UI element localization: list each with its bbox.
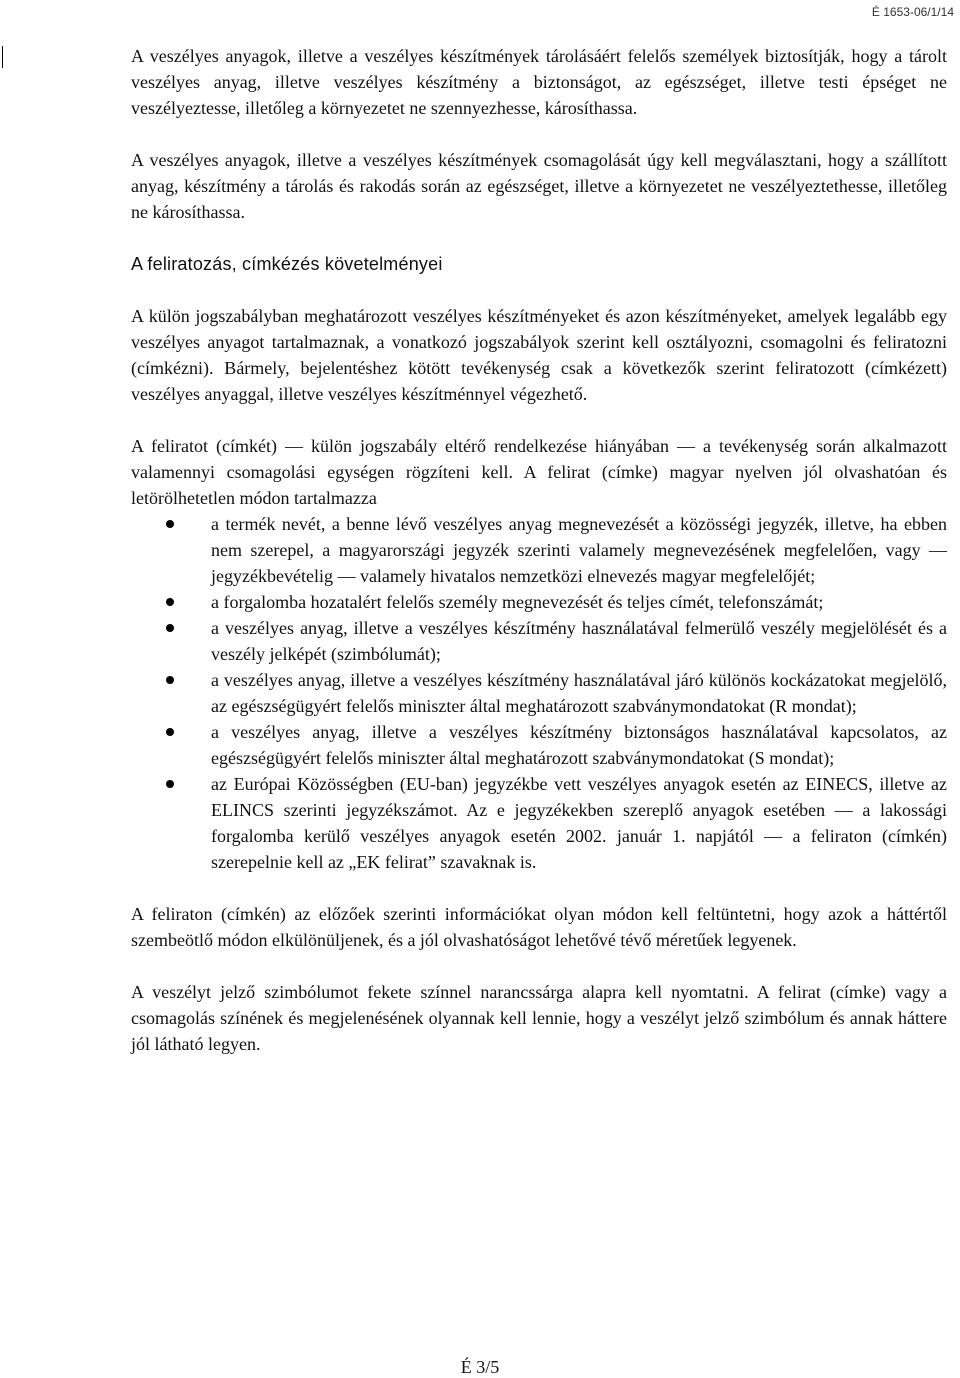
- margin-rule: [2, 46, 3, 68]
- paragraph-classification: A külön jogszabályban meghatározott veszélyes készítményeket és azon készítményeket, amelyek legalább egy veszélyes anyagot tartalmaznak, a vonatkozó jogszabályok szerint kell osztályozni, csomagolni és feliratozni (címkézni). Bármely, bejelentéshez kötött tevékenység csak a következők szerint feliratozott (címkézett) veszélyes anyaggal, illetve veszélyes készítménnyel végezhető.: [131, 306, 947, 404]
- bullet-icon: [166, 728, 174, 736]
- paragraph-label-visibility: A feliraton (címkén) az előzőek szerinti információkat olyan módon kell feltüntetni, hogy azok a háttértől szembeötlő módon elkülönüljenek, és a jól olvashatóságot lehetővé tévő méretűek legyenek.: [131, 904, 947, 950]
- label-requirements-list: [131, 511, 947, 875]
- document-body: [131, 43, 947, 1083]
- paragraph-packaging: A veszélyes anyagok, illetve a veszélyes készítmények csomagolását úgy kell megválasztani, hogy a szállított anyag, készítmény a tárolás és rakodás során az egészséget, illetve a környezetet ne veszélyeztethesse, illetőleg ne károsíthassa.: [131, 150, 947, 222]
- list-item: az Európai Közösségben (EU-ban) jegyzékbe vett veszélyes anyagok esetén az EINECS, illetve az ELINCS szerinti jegyzékszámot. Az e jegyzékekben szereplő anyagok esetében — a lakossági forgalomba kerülő veszélyes anyagok esetén 2002. január 1. napjától — a feliraton (címkén) szerepelnie kell az „EK felirat” szavaknak is.: [211, 771, 947, 875]
- paragraph-label-contents: A feliratot (címkét) — külön jogszabály eltérő rendelkezése hiányában — a tevékenység során alkalmazott valamennyi csomagolási egységen rögzíteni kell. A felirat (címke) magyar nyelven jól olvashatóan és letörölhetetlen módon tartalmazza: [131, 436, 947, 508]
- list-item: a veszélyes anyag, illetve a veszélyes készítmény használatával járó különös kockázatokat megjelölő, az egészségügyért felelős miniszter által meghatározott szabványmondatokat (R mondat);: [211, 667, 947, 719]
- document-code: É 1653-06/1/14: [871, 5, 954, 19]
- section-heading: A feliratozás, címkézés követelményei: [131, 254, 443, 274]
- bullet-icon: [166, 676, 174, 684]
- list-item: a veszélyes anyag, illetve a veszélyes készítmény használatával felmerülő veszély megjelölését és a veszély jelképét (szimbólumát);: [211, 615, 947, 667]
- page-number: É 3/5: [460, 1357, 500, 1377]
- paragraph-symbol-colors: A veszélyt jelző szimbólumot fekete színnel narancssárga alapra kell nyomtatni. A felirat (címke) vagy a csomagolás színének és megjelenésének olyannak kell lennie, hogy a veszélyt jelző szimbólum és annak háttere jól látható legyen.: [131, 982, 947, 1054]
- bullet-icon: [166, 520, 174, 528]
- list-item: a veszélyes anyag, illetve a veszélyes készítmény biztonságos használatával kapcsolatos, az egészségügyért felelős miniszter által meghatározott szabványmondatokat (S mondat);: [211, 719, 947, 771]
- bullet-icon: [166, 780, 174, 788]
- list-item: a forgalomba hozatalért felelős személy megnevezését és teljes címét, telefonszámát;: [211, 589, 947, 615]
- bullet-icon: [166, 624, 174, 632]
- list-item: a termék nevét, a benne lévő veszélyes anyag megnevezését a közösségi jegyzék, illetve, ha ebben nem szerepel, a magyarországi jegyzék szerinti valamely megnevezésének megfelelően, vagy — jegyzékbevételig — valamely hivatalos nemzetközi elnevezés magyar megfelelőjét;: [211, 511, 947, 589]
- paragraph-storage: A veszélyes anyagok, illetve a veszélyes készítmények tárolásáért felelős személyek biztosítják, hogy a tárolt veszélyes anyag, illetve veszélyes készítmény a biztonságot, az egészséget, illetve testi épséget ne veszélyeztesse, illetőleg a környezetet ne szennyezhesse, károsíthassa.: [131, 46, 947, 118]
- bullet-icon: [166, 598, 174, 606]
